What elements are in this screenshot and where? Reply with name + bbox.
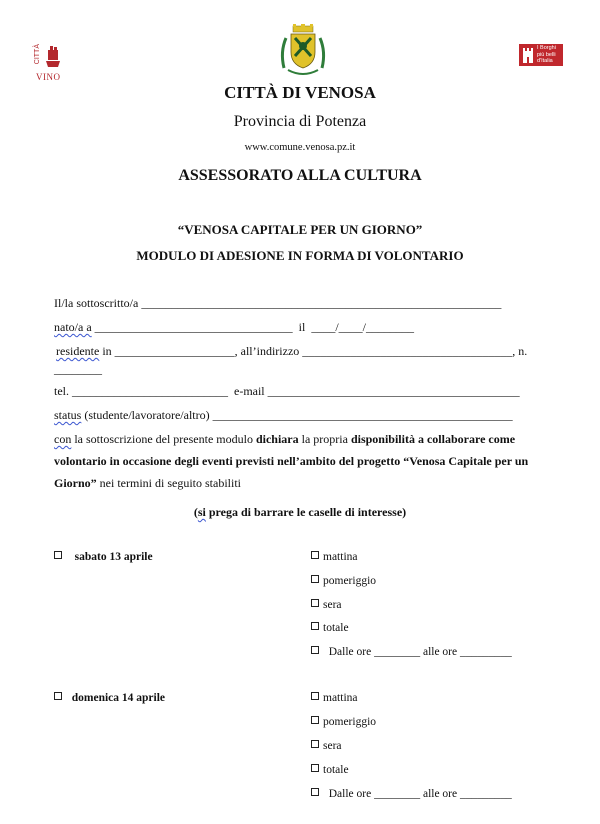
checkbox-square-icon[interactable] bbox=[311, 740, 319, 748]
instruction-note bbox=[0, 505, 600, 520]
option-pomeriggio[interactable] bbox=[311, 575, 376, 587]
day-checkbox-domenica[interactable] bbox=[54, 692, 165, 704]
field-tel-email[interactable]: tel. __________________________ e-mail __________________________________________ bbox=[54, 384, 520, 398]
option-sera[interactable] bbox=[311, 599, 342, 611]
department-title: ASSESSORATO ALLA CULTURA bbox=[178, 167, 422, 184]
option-label: mattina bbox=[323, 692, 358, 704]
decl-disponibilita: disponibilità a collaborare come bbox=[350, 432, 516, 446]
day-checkbox-sabato[interactable] bbox=[54, 551, 153, 563]
option-label: totale bbox=[323, 764, 349, 776]
website-url: www.comune.venosa.pz.it bbox=[244, 142, 356, 153]
day-label: sabato 13 aprile bbox=[74, 551, 153, 563]
note-rest: prega di barrare le caselle di interesse) bbox=[205, 505, 407, 519]
hours-label: Dalle ore ________ alle ore _________ bbox=[328, 788, 512, 800]
option-totale[interactable] bbox=[311, 764, 349, 776]
note-si: si bbox=[197, 505, 206, 519]
citta-del-vino-bottom-text: VINO bbox=[36, 72, 61, 82]
form-subtitle: MODULO DI ADESIONE IN FORMA DI VOLONTARIO bbox=[136, 248, 464, 263]
borghi-logo-text bbox=[537, 45, 563, 65]
checkbox-square-icon[interactable] bbox=[311, 764, 319, 772]
borghi-tower-icon bbox=[521, 47, 535, 63]
checkbox-square-icon[interactable] bbox=[311, 599, 319, 607]
borghi-piu-belli-logo bbox=[519, 44, 563, 66]
day-label: domenica 14 aprile bbox=[71, 692, 166, 704]
decl-rest: nei termini di seguito stabiliti bbox=[96, 476, 241, 490]
citta-del-vino-top-text: CITTÀ bbox=[34, 44, 41, 65]
declaration-line-1 bbox=[54, 432, 515, 447]
citta-del-vino-logo bbox=[34, 44, 70, 84]
declaration-line-2: volontario in occasione degli eventi previsti nell’ambito del progetto “Venosa Capitale per un bbox=[54, 454, 529, 468]
option-pomeriggio[interactable] bbox=[311, 716, 376, 728]
checkbox-square-icon[interactable] bbox=[311, 551, 319, 559]
option-mattina[interactable] bbox=[311, 692, 358, 704]
field-residente[interactable] bbox=[56, 344, 527, 359]
borghi-text-line-2: più belli bbox=[537, 51, 556, 58]
option-label: totale bbox=[323, 622, 349, 634]
checkbox-square-icon[interactable] bbox=[54, 692, 62, 700]
field-sottoscritto[interactable]: Il/la sottoscritto/a ____________________________________________________________ bbox=[54, 296, 502, 310]
status-label: status bbox=[54, 408, 82, 422]
decl-text-1: la sottoscrizione del presente modulo bbox=[71, 432, 256, 446]
residente-label: residente bbox=[56, 344, 100, 358]
checkbox-square-icon[interactable] bbox=[311, 622, 319, 630]
decl-dichiara: dichiara bbox=[255, 432, 299, 446]
nato-a-blanks: _________________________________ il ____/____/________ bbox=[91, 320, 414, 334]
decl-text-3: la propria bbox=[298, 432, 351, 446]
form-title: “VENOSA CAPITALE PER UN GIORNO” bbox=[177, 222, 423, 237]
nato-a-label: nato/a a bbox=[54, 320, 92, 334]
note-open: ( bbox=[193, 505, 198, 519]
option-hours[interactable] bbox=[311, 788, 512, 800]
checkbox-square-icon[interactable] bbox=[311, 692, 319, 700]
status-blanks: (studente/lavoratore/altro) __________________________________________________ bbox=[81, 408, 513, 422]
option-label: mattina bbox=[323, 551, 358, 563]
declaration-line-3 bbox=[54, 476, 241, 491]
option-sera[interactable] bbox=[311, 740, 342, 752]
coat-of-arms-icon bbox=[278, 24, 328, 82]
field-nato-a[interactable] bbox=[54, 320, 414, 335]
checkbox-square-icon[interactable] bbox=[54, 551, 62, 559]
borghi-text-line-3: d'Italia bbox=[537, 58, 553, 64]
checkbox-square-icon[interactable] bbox=[311, 716, 319, 724]
checkbox-square-icon[interactable] bbox=[311, 575, 319, 583]
decl-con: con bbox=[54, 432, 72, 446]
checkbox-square-icon[interactable] bbox=[311, 646, 319, 654]
residente-blanks: in ____________________, all’indirizzo ___________________________________, n. bbox=[99, 344, 528, 358]
province-subtitle: Provincia di Potenza bbox=[233, 113, 367, 130]
field-numero-civico[interactable]: ________ bbox=[54, 362, 102, 376]
borghi-text-line-1: I Borghi bbox=[537, 45, 556, 51]
option-mattina[interactable] bbox=[311, 551, 358, 563]
option-totale[interactable] bbox=[311, 622, 349, 634]
city-title: CITTÀ DI VENOSA bbox=[224, 83, 376, 102]
option-label: pomeriggio bbox=[323, 575, 377, 587]
checkbox-square-icon[interactable] bbox=[311, 788, 319, 796]
decl-giorno: Giorno” bbox=[54, 476, 97, 490]
option-hours[interactable] bbox=[311, 646, 512, 658]
option-label: sera bbox=[323, 599, 342, 611]
hours-label: Dalle ore ________ alle ore _________ bbox=[328, 646, 512, 658]
field-status[interactable] bbox=[54, 408, 513, 423]
option-label: sera bbox=[323, 740, 342, 752]
option-label: pomeriggio bbox=[323, 716, 377, 728]
venosa-coat-of-arms bbox=[278, 24, 328, 82]
